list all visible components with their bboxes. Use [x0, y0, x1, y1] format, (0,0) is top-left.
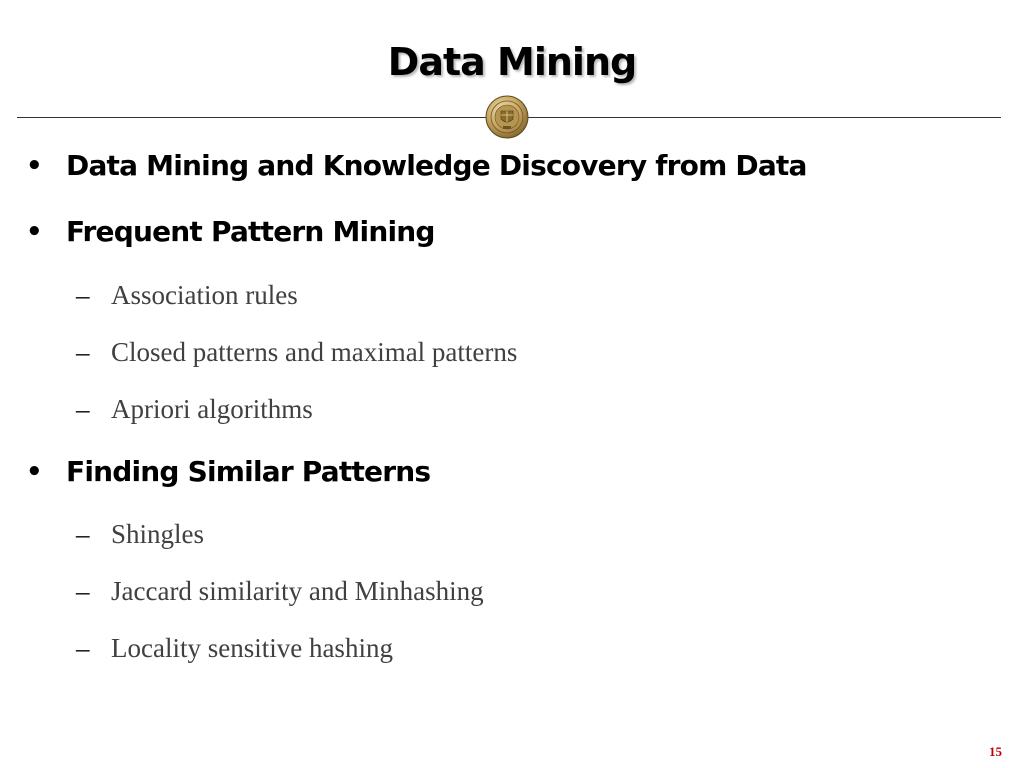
- list-item-text: Locality sensitive hashing: [111, 633, 393, 663]
- bullet-marker: •: [26, 457, 42, 487]
- list-item: [26, 214, 435, 250]
- dash-marker: –: [76, 633, 90, 663]
- slide-title: Data Mining: [387, 40, 637, 84]
- list-item-text: Shingles: [111, 519, 205, 549]
- list-item: [76, 335, 517, 369]
- list-item-text: Apriori algorithms: [111, 394, 313, 424]
- dash-marker: –: [76, 337, 90, 367]
- list-item-text: Jaccard similarity and Minhashing: [111, 576, 484, 606]
- dash-marker: –: [76, 576, 90, 606]
- bullet-marker: •: [26, 151, 42, 181]
- list-item-text: Closed patterns and maximal patterns: [111, 337, 518, 367]
- list-item: [76, 278, 298, 312]
- dash-marker: –: [76, 519, 90, 549]
- dash-marker: –: [76, 394, 90, 424]
- list-item: [26, 454, 430, 490]
- list-item-text: Association rules: [111, 280, 298, 310]
- list-item: [76, 574, 484, 608]
- page-number: 15: [989, 744, 1002, 759]
- list-item: [76, 517, 204, 551]
- list-item: [26, 148, 807, 184]
- list-item: [76, 392, 313, 426]
- list-item-text: Finding Similar Patterns: [66, 455, 431, 488]
- bullet-marker: •: [26, 217, 42, 247]
- list-item-text: Data Mining and Knowledge Discovery from Data: [66, 149, 807, 182]
- list-item: [76, 631, 393, 665]
- list-item-text: Frequent Pattern Mining: [66, 215, 435, 248]
- dash-marker: –: [76, 280, 90, 310]
